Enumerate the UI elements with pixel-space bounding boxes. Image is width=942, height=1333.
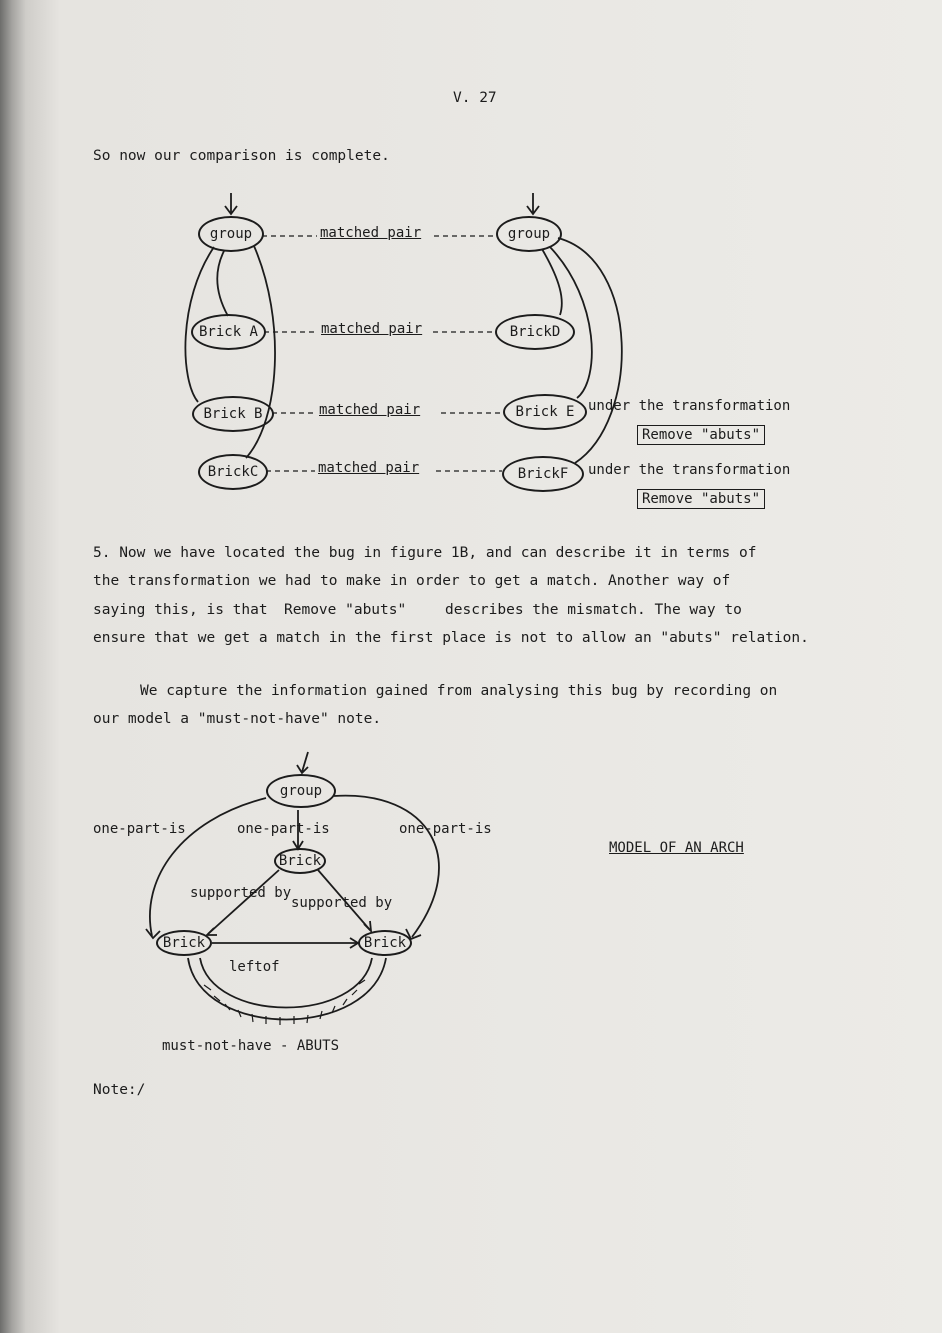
must-not-have-label: must-not-have - ABUTS (162, 1038, 340, 1054)
supported-by-label-left: supported by (190, 885, 292, 901)
intro-sentence: So now our comparison is complete. (93, 148, 390, 164)
paragraph-5-line-2: the transformation we had to make in order to get a match. Another way of (93, 573, 731, 589)
matched-pair-label: matched pair (320, 225, 422, 241)
node-group-right: group (496, 216, 562, 252)
supported-by-label-right: supported by (291, 895, 393, 911)
transformation-label-f: under the transformation (588, 462, 791, 478)
arch-node-brick-right: Brick (358, 930, 412, 956)
paragraph-5-line-3c: describes the mismatch. The way to (445, 602, 742, 618)
paragraph-5-line-3a: saying this, is that (93, 602, 268, 618)
remove-abuts-box-e: Remove "abuts" (637, 425, 765, 445)
transformation-label-e: under the transformation (588, 398, 791, 414)
node-brick-c: BrickC (198, 454, 268, 490)
node-brick-d: BrickD (495, 314, 575, 350)
remove-abuts-box-f: Remove "abuts" (637, 489, 765, 509)
node-brick-f: BrickF (502, 456, 584, 492)
page-number: V. 27 (453, 90, 497, 106)
node-brick-b: Brick B (192, 396, 274, 432)
paragraph-5-line-1: 5. Now we have located the bug in figure 1B, and can describe it in terms of (93, 545, 757, 561)
model-of-an-arch-title: MODEL OF AN ARCH (609, 840, 744, 856)
paragraph-5-line-3b: Remove "abuts" (284, 602, 407, 618)
node-brick-a: Brick A (191, 314, 266, 350)
matched-pair-label: matched pair (321, 321, 423, 337)
node-brick-e: Brick E (503, 394, 587, 430)
one-part-is-label-left: one-part-is (93, 821, 186, 837)
matched-pair-label: matched pair (318, 460, 420, 476)
leftof-label: leftof (229, 959, 280, 975)
matched-pair-label: matched pair (319, 402, 421, 418)
node-group-left: group (198, 216, 264, 252)
one-part-is-label-mid: one-part-is (237, 821, 330, 837)
arch-node-brick-top: Brick (274, 848, 326, 874)
paragraph-6-line-2: our model a "must-not-have" note. (93, 711, 382, 727)
arch-node-group: group (266, 774, 336, 808)
arch-node-brick-left: Brick (156, 930, 212, 956)
one-part-is-label-right: one-part-is (399, 821, 492, 837)
paragraph-5-line-4: ensure that we get a match in the first place is not to allow an "abuts" relation. (93, 630, 809, 646)
note-label: Note:/ (93, 1082, 146, 1098)
paragraph-6-line-1: We capture the information gained from analysing this bug by recording on (140, 683, 778, 699)
